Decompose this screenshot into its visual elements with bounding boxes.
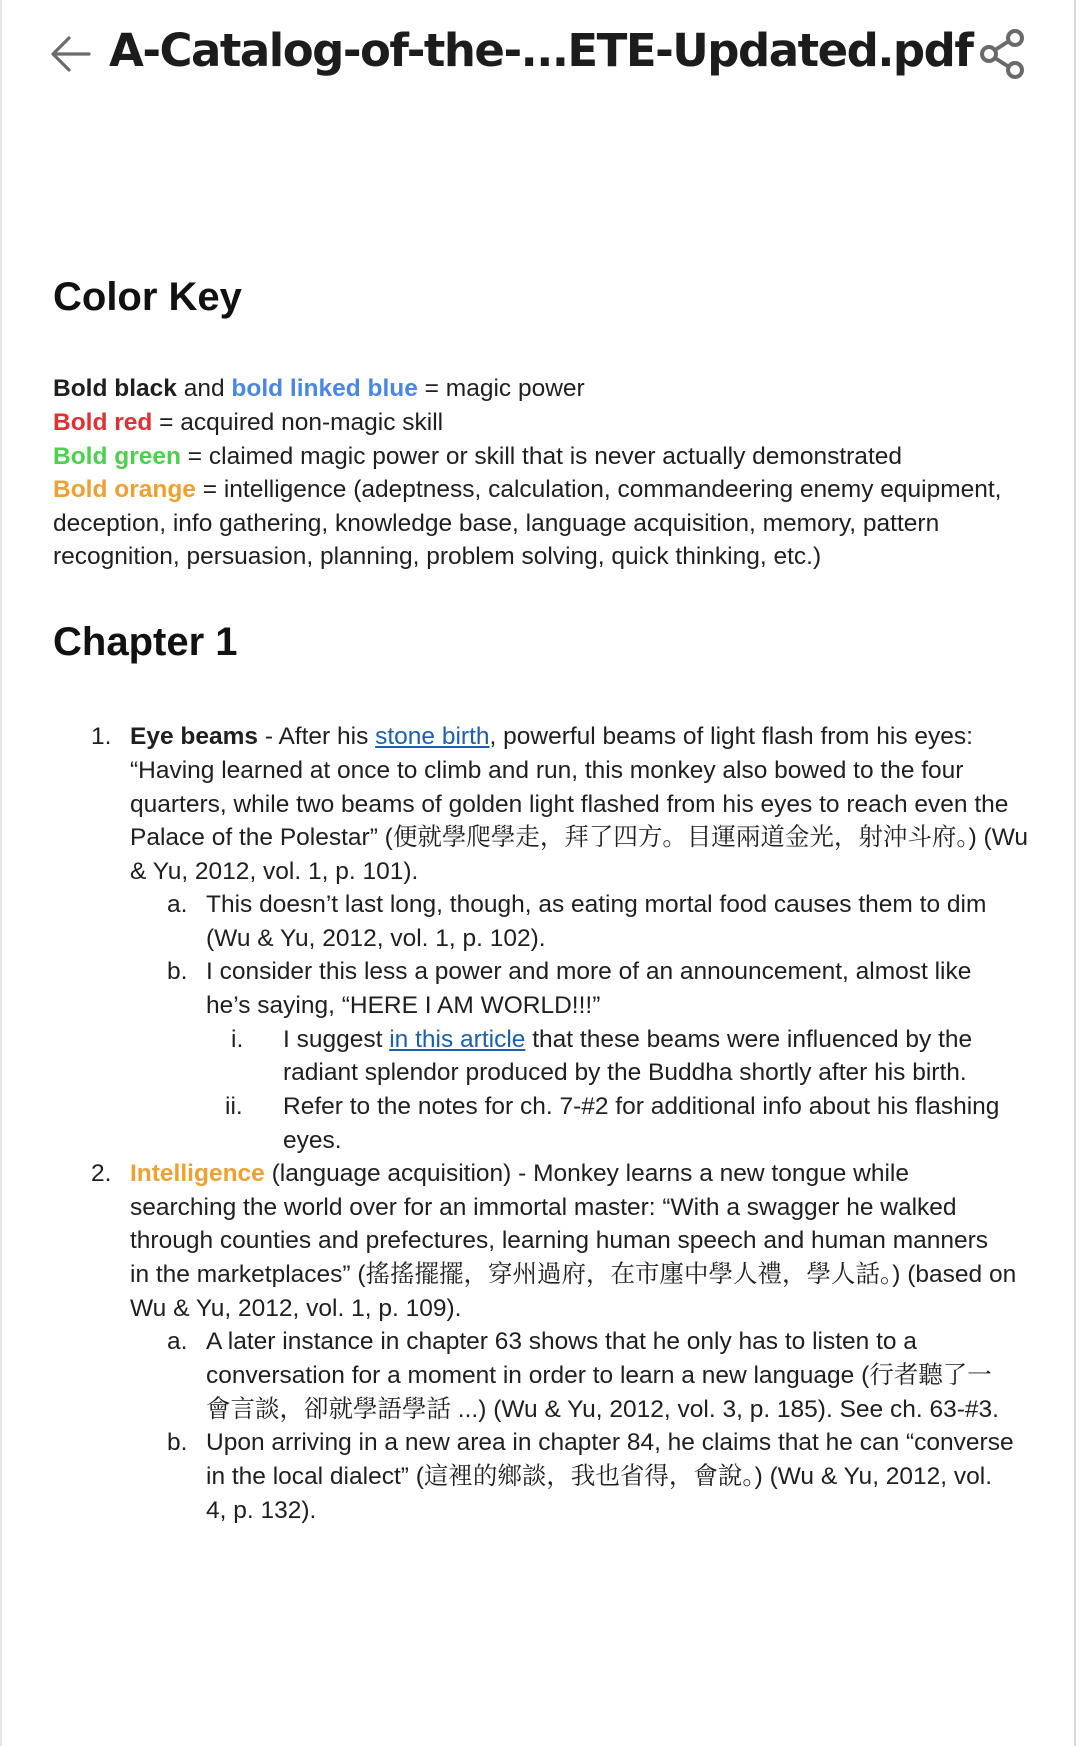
page-edge (0, 0, 2, 1746)
back-button[interactable] (48, 32, 94, 76)
color-key-line (53, 475, 1002, 505)
share-button[interactable] (978, 26, 1030, 82)
list-marker: a. (167, 1328, 188, 1355)
text: and (176, 375, 232, 402)
list-marker: 2. (91, 1160, 112, 1187)
list-marker: a. (167, 891, 188, 918)
list-marker: b. (167, 1429, 188, 1456)
list-item-line: quarters, while two beams of golden light flashed from his eyes to reach even the (130, 791, 1009, 818)
text: = claimed magic power or skill that is never actually demonstrated (180, 443, 902, 470)
text: = acquired non-magic skill (152, 409, 444, 436)
list-item-line: radiant splendor produced by the Buddha shortly after his birth. (283, 1059, 967, 1086)
list-marker: i. (231, 1026, 244, 1053)
text: - After his (258, 723, 376, 750)
list-item-line: searching the world over for an immortal master: “With a swagger he walked (130, 1194, 957, 1221)
color-key-line (53, 408, 443, 438)
text: that these beams were influenced by the (525, 1026, 973, 1053)
list-item-line: 會言談，卻就學語學話 ...) (Wu & Yu, 2012, vol. 3, p. 185). See ch. 63-#3. (206, 1396, 999, 1423)
list-item-line: Wu & Yu, 2012, vol. 1, p. 109). (130, 1295, 462, 1322)
list-item-line: Upon arriving in a new area in chapter 84, he claims that he can “converse (206, 1429, 1014, 1456)
color-key-line (53, 442, 902, 472)
list-item-line: he’s saying, “HERE I AM WORLD!!!” (206, 992, 601, 1019)
bold-green-label: Bold green (53, 443, 181, 470)
list-item-line: conversation for a moment in order to learn a new language (行者聽了一 (206, 1362, 992, 1389)
color-key-heading: Color Key (53, 275, 242, 319)
text: , powerful beams of light flash from his eyes: (489, 723, 973, 750)
color-key-line: recognition, persuasion, planning, problem solving, quick thinking, etc.) (53, 543, 822, 570)
list-marker: 1. (91, 723, 112, 750)
chapter-1-heading: Chapter 1 (53, 620, 238, 664)
list-item-line: 4, p. 132). (206, 1497, 317, 1524)
list-item-line: & Yu, 2012, vol. 1, p. 101). (130, 858, 419, 885)
bold-black-label: Bold black (53, 375, 177, 402)
list-item-line (283, 1025, 972, 1055)
list-marker: b. (167, 958, 188, 985)
list-item-line: This doesn’t last long, though, as eating mortal food causes them to dim (206, 891, 987, 918)
list-item-line: A later instance in chapter 63 shows that he only has to listen to a (206, 1328, 917, 1355)
eye-beams-term: Eye beams (130, 723, 259, 750)
bold-orange-label: Bold orange (53, 476, 196, 503)
list-marker: ii. (225, 1093, 243, 1120)
list-item-line: through counties and prefectures, learning human speech and human manners (130, 1227, 989, 1254)
arrow-left-icon (49, 34, 93, 74)
page-edge (1074, 0, 1076, 1746)
list-item-line (130, 722, 973, 752)
text: (language acquisition) - Monkey learns a new tongue while (264, 1160, 909, 1187)
share-icon (979, 27, 1029, 81)
document-title: A-Catalog-of-the-...ETE-Updated.pdf (109, 24, 973, 77)
text: I suggest (283, 1026, 390, 1053)
list-item-line: (Wu & Yu, 2012, vol. 1, p. 102). (206, 925, 546, 952)
article-link[interactable]: in this article (389, 1026, 526, 1053)
top-bar (0, 0, 1080, 110)
list-item-line: “Having learned at once to climb and run, this monkey also bowed to the four (130, 757, 964, 784)
bold-blue-label: bold linked blue (231, 375, 418, 402)
color-key-line (53, 374, 585, 404)
color-key-line: deception, info gathering, knowledge base, language acquisition, memory, pattern (53, 510, 940, 537)
text: = intelligence (adeptness, calculation, commandeering enemy equipment, (195, 476, 1002, 503)
intelligence-term: Intelligence (130, 1160, 265, 1187)
list-item-line (130, 1159, 909, 1189)
text: = magic power (417, 375, 585, 402)
stone-birth-link[interactable]: stone birth (375, 723, 490, 750)
list-item-line: Palace of the Polestar” (便就學爬學走，拜了四方。目運兩道金光，射沖斗府。) (Wu (130, 824, 1029, 851)
list-item-line: eyes. (283, 1127, 342, 1154)
list-item-line: in the local dialect” (這裡的鄉談，我也省得，會說。) (Wu & Yu, 2012, vol. (206, 1463, 993, 1490)
bold-red-label: Bold red (53, 409, 153, 436)
list-item-line: in the marketplaces” (搖搖擺擺，穿州過府，在市廛中學人禮，學人話。) (based on (130, 1261, 1017, 1288)
list-item-line: I consider this less a power and more of an announcement, almost like (206, 958, 972, 985)
list-item-line: Refer to the notes for ch. 7-#2 for additional info about his flashing (283, 1093, 1000, 1120)
